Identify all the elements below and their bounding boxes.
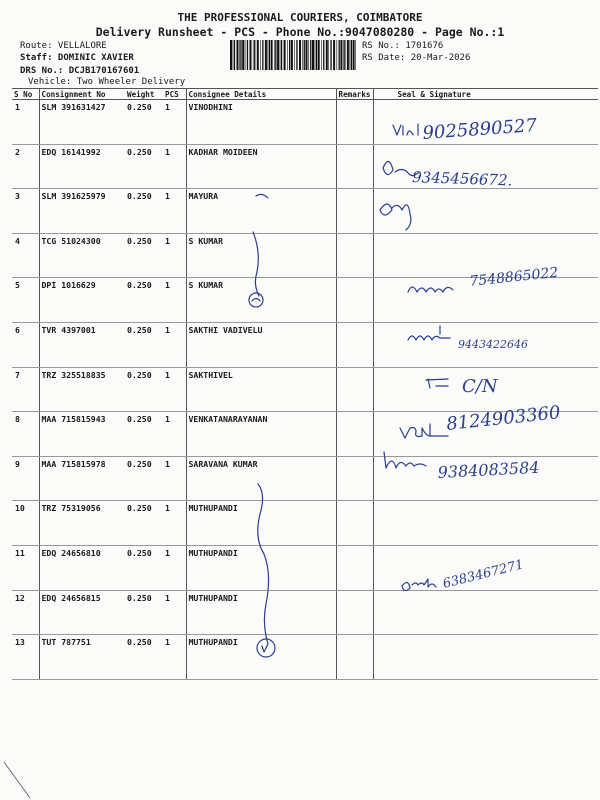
row-signature xyxy=(373,456,598,501)
row-consignment-no: EDQ 16141992 xyxy=(39,144,125,189)
row-signature xyxy=(373,189,598,234)
barcode-bar xyxy=(328,40,329,70)
row-signature xyxy=(373,367,598,412)
row-consignee: S KUMAR xyxy=(186,233,336,278)
table-row xyxy=(12,144,598,189)
table-row xyxy=(12,590,598,635)
row-weight: 0.250 xyxy=(125,189,163,234)
table-row xyxy=(12,233,598,278)
barcode-bar xyxy=(262,40,263,70)
signature-phone-12: 6383467271 xyxy=(441,557,526,592)
row-consignee: MUTHUPANDI xyxy=(186,635,336,680)
row-consignee: S KUMAR xyxy=(186,278,336,323)
barcode-bar xyxy=(340,40,342,70)
company-title: THE PROFESSIONAL COURIERS, COIMBATORE xyxy=(177,11,423,24)
row-remarks xyxy=(336,501,373,546)
staff-label: Staff: DOMINIC XAVIER xyxy=(20,53,134,63)
header-signature: Seal & Signature xyxy=(373,89,598,100)
row-sno: 8 xyxy=(12,412,39,457)
row-sno: 2 xyxy=(12,144,39,189)
row-weight: 0.250 xyxy=(125,144,163,189)
row-remarks xyxy=(336,189,373,234)
row-weight: 0.250 xyxy=(125,590,163,635)
row-remarks xyxy=(336,278,373,323)
rs-number: RS No.: 1701676 xyxy=(362,41,444,51)
row-pcs: 1 xyxy=(163,635,186,680)
row-consignment-no: MAA 715815943 xyxy=(39,412,125,457)
row-weight: 0.250 xyxy=(125,635,163,680)
row-pcs: 1 xyxy=(163,501,186,546)
row-pcs: 1 xyxy=(163,278,186,323)
barcode-bar xyxy=(299,40,301,70)
row-weight: 0.250 xyxy=(125,545,163,590)
row-pcs: 1 xyxy=(163,590,186,635)
table-header-row xyxy=(12,89,598,100)
row-consignee: MAYURA xyxy=(186,189,336,234)
barcode-bar xyxy=(296,40,297,70)
row-consignment-no: TVR 4397001 xyxy=(39,322,125,367)
vehicle-label: Vehicle: Two Wheeler Delivery xyxy=(28,77,186,87)
row-sno: 4 xyxy=(12,233,39,278)
row-consignment-no: TRZ 325518835 xyxy=(39,367,125,412)
row-signature xyxy=(373,278,598,323)
table-row xyxy=(12,367,598,412)
row-pcs: 1 xyxy=(163,367,186,412)
row-consignee: SARAVANA KUMAR xyxy=(186,456,336,501)
signature-phone-2: 9345456672. xyxy=(411,168,513,190)
row-sno: 10 xyxy=(12,501,39,546)
barcode-bar xyxy=(339,40,340,70)
row-pcs: 1 xyxy=(163,100,186,145)
row-weight: 0.250 xyxy=(125,412,163,457)
row-consignment-no: TCG 51024300 xyxy=(39,233,125,278)
barcode-bar xyxy=(271,40,273,70)
barcode-bar xyxy=(291,40,293,70)
row-sno: 11 xyxy=(12,545,39,590)
row-sno: 7 xyxy=(12,367,39,412)
row-consignee: MUTHUPANDI xyxy=(186,545,336,590)
barcode-bar xyxy=(323,40,324,70)
header-sno: S No xyxy=(12,89,39,100)
table-row xyxy=(12,456,598,501)
signature-phone-8: 8124903360 xyxy=(445,402,562,435)
row-remarks xyxy=(336,456,373,501)
row-consignee: KADHAR MOIDEEN xyxy=(186,144,336,189)
barcode-bar xyxy=(242,40,244,70)
route-label: Route: VELLALORE xyxy=(20,41,107,51)
row-weight: 0.250 xyxy=(125,456,163,501)
row-weight: 0.250 xyxy=(125,367,163,412)
barcode-bar xyxy=(257,40,259,70)
barcode-bar xyxy=(333,40,335,70)
signature-phone-6: 9443422646 xyxy=(458,338,528,351)
row-consignee: VINODHINI xyxy=(186,100,336,145)
table-row xyxy=(12,322,598,367)
barcode-bar xyxy=(316,40,317,70)
barcode-bar xyxy=(230,40,232,70)
row-signature xyxy=(373,322,598,367)
drs-label: DRS No.: DCJB170167601 xyxy=(20,66,140,76)
barcode-bar xyxy=(240,40,241,70)
row-signature xyxy=(373,144,598,189)
table-row xyxy=(12,501,598,546)
row-consignment-no: SLM 391625979 xyxy=(39,189,125,234)
row-sno: 3 xyxy=(12,189,39,234)
signature-phone-5: 7548865022 xyxy=(468,264,560,290)
barcode-bar xyxy=(302,40,303,70)
header-weight: Weight xyxy=(125,89,163,100)
barcode-bar xyxy=(315,40,316,70)
row-consignment-no: EDQ 24656810 xyxy=(39,545,125,590)
row-signature xyxy=(373,233,598,278)
row-consignment-no: TUT 787751 xyxy=(39,635,125,680)
row-signature xyxy=(373,412,598,457)
barcode-bar xyxy=(254,40,255,70)
signature-cn-7: C/N xyxy=(462,376,498,397)
barcode-bar xyxy=(353,40,355,70)
runsheet-subtitle: Delivery Runsheet - PCS - Phone No.:9047080280 - Page No.:1 xyxy=(95,25,505,39)
barcode-bar xyxy=(306,40,308,70)
row-pcs: 1 xyxy=(163,545,186,590)
row-weight: 0.250 xyxy=(125,278,163,323)
signature-phone-1: 9025890527 xyxy=(421,115,538,144)
row-pcs: 1 xyxy=(163,233,186,278)
row-sno: 5 xyxy=(12,278,39,323)
barcode-bar xyxy=(247,40,248,70)
barcode-bar xyxy=(275,40,276,70)
barcode-bar xyxy=(304,40,305,70)
signature-phone-9: 9384083584 xyxy=(437,457,540,482)
row-signature xyxy=(373,635,598,680)
row-pcs: 1 xyxy=(163,456,186,501)
row-sno: 1 xyxy=(12,100,39,145)
barcode-bar xyxy=(330,40,331,70)
barcode-bar xyxy=(250,40,252,70)
barcode-bar xyxy=(318,40,320,70)
table-row xyxy=(12,189,598,234)
row-remarks xyxy=(336,412,373,457)
table-row xyxy=(12,100,598,145)
barcode-bar xyxy=(245,40,246,70)
row-signature xyxy=(373,100,598,145)
barcode-bar xyxy=(310,40,311,70)
barcode-bar xyxy=(284,40,286,70)
rs-date: RS Date: 20-Mar-2026 xyxy=(362,53,471,63)
row-remarks xyxy=(336,322,373,367)
row-weight: 0.250 xyxy=(125,233,163,278)
barcode-bar xyxy=(287,40,288,70)
barcode-bar xyxy=(350,40,351,70)
table-row xyxy=(12,545,598,590)
row-consignee: MUTHUPANDI xyxy=(186,501,336,546)
header-remarks: Remarks xyxy=(336,89,373,100)
row-sno: 9 xyxy=(12,456,39,501)
barcode-bar xyxy=(274,40,275,70)
runsheet-table xyxy=(12,88,598,680)
row-consignment-no: SLM 391631427 xyxy=(39,100,125,145)
row-signature xyxy=(373,545,598,590)
row-weight: 0.250 xyxy=(125,501,163,546)
barcode-bar xyxy=(268,40,269,70)
table-row xyxy=(12,635,598,680)
row-pcs: 1 xyxy=(163,412,186,457)
row-signature xyxy=(373,590,598,635)
row-consignment-no: EDQ 24656815 xyxy=(39,590,125,635)
row-remarks xyxy=(336,100,373,145)
row-sno: 12 xyxy=(12,590,39,635)
barcode-bar xyxy=(269,40,270,70)
barcode-bar xyxy=(344,40,345,70)
barcode-bar xyxy=(337,40,338,70)
barcode-bar xyxy=(347,40,349,70)
barcode-bar xyxy=(355,40,356,70)
barcode-bar xyxy=(239,40,240,70)
row-pcs: 1 xyxy=(163,189,186,234)
header-consignment: Consignment No xyxy=(39,89,125,100)
row-signature xyxy=(373,501,598,546)
barcode-bar xyxy=(312,40,314,70)
row-pcs: 1 xyxy=(163,144,186,189)
row-consignment-no: DPI 1016629 xyxy=(39,278,125,323)
barcode-bar xyxy=(280,40,281,70)
header-consignee: Consignee Details xyxy=(186,89,336,100)
row-sno: 13 xyxy=(12,635,39,680)
barcode-bar xyxy=(253,40,254,70)
barcode-bar xyxy=(265,40,267,70)
barcode-bar xyxy=(321,40,322,70)
row-consignee: SAKTHIVEL xyxy=(186,367,336,412)
barcode-bar xyxy=(234,40,235,70)
barcode-bar xyxy=(277,40,279,70)
row-weight: 0.250 xyxy=(125,100,163,145)
header-pcs: PCS xyxy=(163,89,186,100)
row-weight: 0.250 xyxy=(125,322,163,367)
row-consignment-no: TRZ 75319056 xyxy=(39,501,125,546)
row-remarks xyxy=(336,635,373,680)
row-remarks xyxy=(336,233,373,278)
row-remarks xyxy=(336,545,373,590)
barcode-bar xyxy=(326,40,328,70)
barcode-bar xyxy=(343,40,344,70)
barcode-bar xyxy=(260,40,261,70)
row-sno: 6 xyxy=(12,322,39,367)
row-consignee: VENKATANARAYANAN xyxy=(186,412,336,457)
barcode-bar xyxy=(233,40,234,70)
barcode-bar xyxy=(294,40,295,70)
barcode-image xyxy=(230,40,358,70)
table-row xyxy=(12,278,598,323)
row-remarks xyxy=(336,367,373,412)
table-row xyxy=(12,412,598,457)
barcode-bar xyxy=(289,40,290,70)
row-consignment-no: MAA 715815978 xyxy=(39,456,125,501)
barcode-bar xyxy=(308,40,309,70)
row-consignee: SAKTHI VADIVELU xyxy=(186,322,336,367)
row-remarks xyxy=(336,590,373,635)
row-consignee: MUTHUPANDI xyxy=(186,590,336,635)
row-remarks xyxy=(336,144,373,189)
barcode-bar xyxy=(237,40,239,70)
barcode-bar xyxy=(351,40,352,70)
barcode-bar xyxy=(281,40,282,70)
row-pcs: 1 xyxy=(163,322,186,367)
